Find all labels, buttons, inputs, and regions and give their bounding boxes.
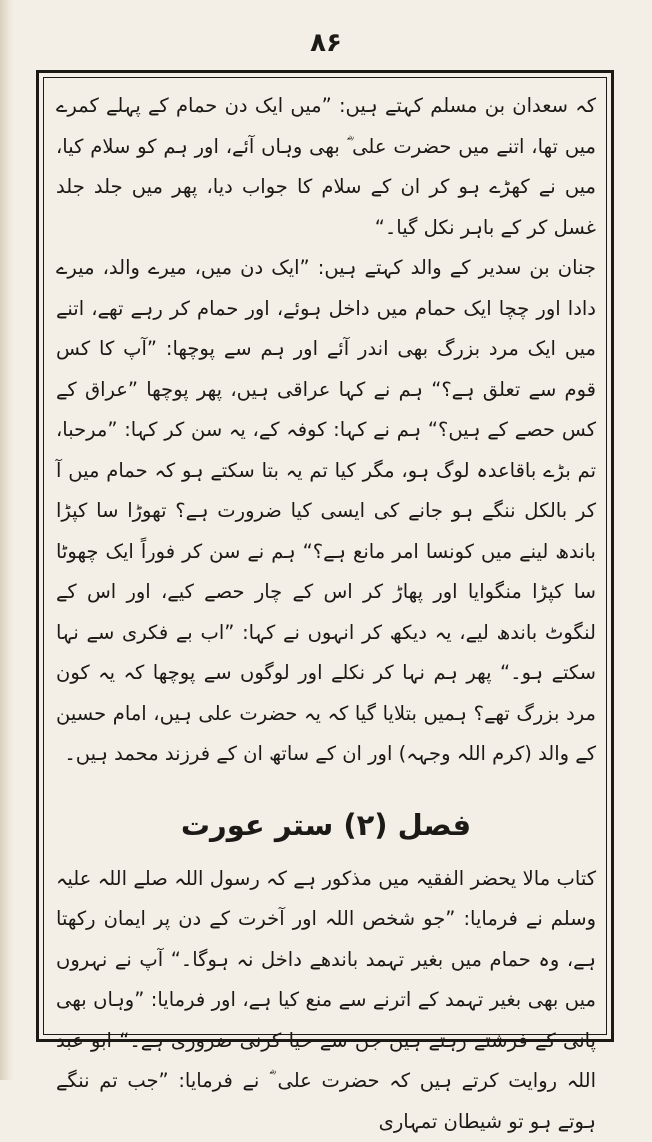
section-heading: فصل (۲) ستر عورت [56, 803, 596, 847]
text-body [56, 86, 596, 1142]
paragraph-hadith: کتاب مالا یحضر الفقیہ میں مذکور ہے کہ رسول اللہ صلے اللہ علیہ وسلم نے فرمایا: ”جو شخص اللہ اور آخرت کے دن پر ایمان رکھتا ہے، وہ حمام میں بغیر تہمد باندھے داخل نہ ہوگا۔“ آپ نے نہروں میں بھی بغیر تہمد کے اترنے سے منع کیا ہے، اور فرمایا: ”وہاں بھی پانی کے فرشتے رہتے ہیں جن سے حیا کرنی ضروری ہے۔“ ابو عبد اللہ روایت کرتے ہیں کہ حضرت علی ؓ نے فرمایا: ”جب تم ننگے ہوتے ہو تو شیطان تمہاری [56, 859, 596, 1142]
paragraph-jinan: جنان بن سدیر کے والد کہتے ہیں: ”ایک دن میں، میرے والد، میرے دادا اور چچا ایک حمام میں داخل ہوئے، اور حمام کر رہے تھے، اتنے میں ایک مرد بزرگ بھی اندر آئے اور ہم سے پوچھا: ”آپ کا کس قوم سے تعلق ہے؟“ ہم نے کہا عراقی ہیں، پھر پوچھا ”عراق کے کس حصے کے ہیں؟“ ہم نے کہا: کوفہ کے، یہ سن کر کہا: ”مرحبا، تم بڑے باقاعدہ لوگ ہو، مگر کیا تم یہ بتا سکتے ہو کہ حمام میں آ کر بالکل ننگے ہو جانے کی ایسی کیا ضرورت ہے؟ تھوڑا سا کپڑا باندھ لینے میں کونسا امر مانع ہے؟“ ہم نے سن کر فوراً ایک چھوٹا سا کپڑا منگوایا اور پھاڑ کر اس کے چار حصے کیے، اور اس کے لنگوٹ باندھ لیے، یہ دیکھ کر انہوں نے کہا: ”اب بے فکری سے نہا سکتے ہو۔“ پھر ہم نہا کر نکلے اور لوگوں سے پوچھا کہ یہ کون مرد بزرگ تھے؟ ہمیں بتلایا گیا کہ یہ حضرت علی ہیں، امام حسین کے والد (کرم اللہ وجہہ) اور ان کے ساتھ ان کے فرزند محمد ہیں۔ [56, 248, 596, 775]
paragraph-sadan: کہ سعدان بن مسلم کہتے ہیں: ”میں ایک دن حمام کے پہلے کمرے میں تھا، اتنے میں حضرت علی ؓ بھی وہاں آئے، اور ہم کو سلام کیا، میں نے کھڑے ہو کر ان کے سلام کا جواب دیا، پھر میں جلد جلد غسل کر کے باہر نکل گیا۔“ [56, 86, 596, 248]
page-edge [0, 0, 14, 1080]
page-number: ۸۶ [0, 28, 652, 58]
